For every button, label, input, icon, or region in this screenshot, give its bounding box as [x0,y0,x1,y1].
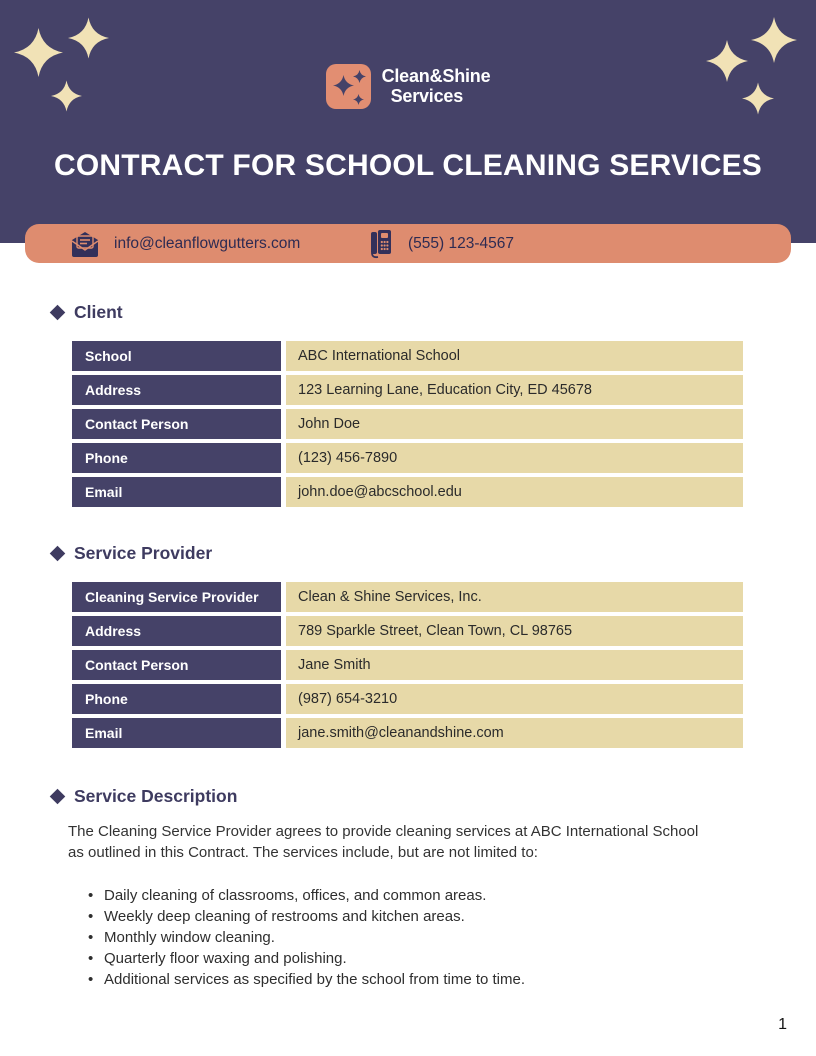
document-body [0,263,816,990]
logo-sparkles-icon [326,64,371,109]
diamond-icon [50,789,66,805]
description-paragraph: The Cleaning Service Provider agrees to provide cleaning services at ABC International School as outlined in this Contract. The services include, but are not limited to: [68,823,699,861]
logo-line1: Clean&Shine [381,66,491,87]
row-label: Address [72,616,281,646]
row-value: 123 Learning Lane, Education City, ED 45678 [286,375,743,405]
table-row [72,650,743,680]
row-label: School [72,341,281,371]
logo-line2: Services [390,85,464,106]
row-value: ABC International School [286,341,743,371]
row-value: 789 Sparkle Street, Clean Town, CL 98765 [286,616,743,646]
contact-email [70,231,368,257]
diamond-icon [50,305,66,321]
row-value: (123) 456-7890 [286,443,743,473]
section-heading-label: Client [74,302,123,322]
client-table [72,341,743,507]
row-value: Clean & Shine Services, Inc. [286,582,743,612]
logo-text [382,67,491,106]
email-icon [70,231,100,257]
list-item: • Quarterly floor waxing and polishing. [88,948,816,969]
row-value: jane.smith@cleanandshine.com [286,718,743,748]
contact-phone [368,229,514,259]
service-bullet-list [88,885,816,990]
row-label: Cleaning Service Provider [72,582,281,612]
row-value: John Doe [286,409,743,439]
table-row [72,582,743,612]
table-row [72,616,743,646]
row-value: john.doe@abcschool.edu [286,477,743,507]
header-banner [0,0,816,243]
table-row [72,375,743,405]
section-heading-description [52,786,816,807]
list-item: • Additional services as specified by the school from time to time. [88,969,816,990]
list-item: • Daily cleaning of classrooms, offices, and common areas. [88,885,816,906]
table-row [72,409,743,439]
contact-phone-text: (555) 123-4567 [408,234,514,252]
table-row [72,684,743,714]
section-heading-label: Service Provider [74,543,213,563]
phone-icon [368,229,394,259]
row-label: Contact Person [72,409,281,439]
section-heading-client [52,302,816,323]
section-heading-label: Service Description [74,786,238,806]
diamond-icon [50,546,66,562]
table-row [72,341,743,371]
row-label: Phone [72,684,281,714]
row-label: Phone [72,443,281,473]
row-label: Email [72,718,281,748]
four-point-star-icon [751,16,797,64]
list-item: • Monthly window cleaning. [88,927,816,948]
provider-table [72,582,743,748]
contact-email-text: info@cleanflowgutters.com [114,234,301,252]
table-row [72,477,743,507]
logo [0,64,816,109]
contact-bar [25,224,791,263]
row-label: Address [72,375,281,405]
list-item: • Weekly deep cleaning of restrooms and kitchen areas. [88,906,816,927]
page-title: CONTRACT FOR SCHOOL CLEANING SERVICES [53,149,762,182]
four-point-star-icon [68,17,109,59]
page-number: 1 [778,1016,787,1033]
row-label: Email [72,477,281,507]
row-value: (987) 654-3210 [286,684,743,714]
section-heading-provider [52,543,816,564]
table-row [72,718,743,748]
table-row [72,443,743,473]
row-value: Jane Smith [286,650,743,680]
row-label: Contact Person [72,650,281,680]
